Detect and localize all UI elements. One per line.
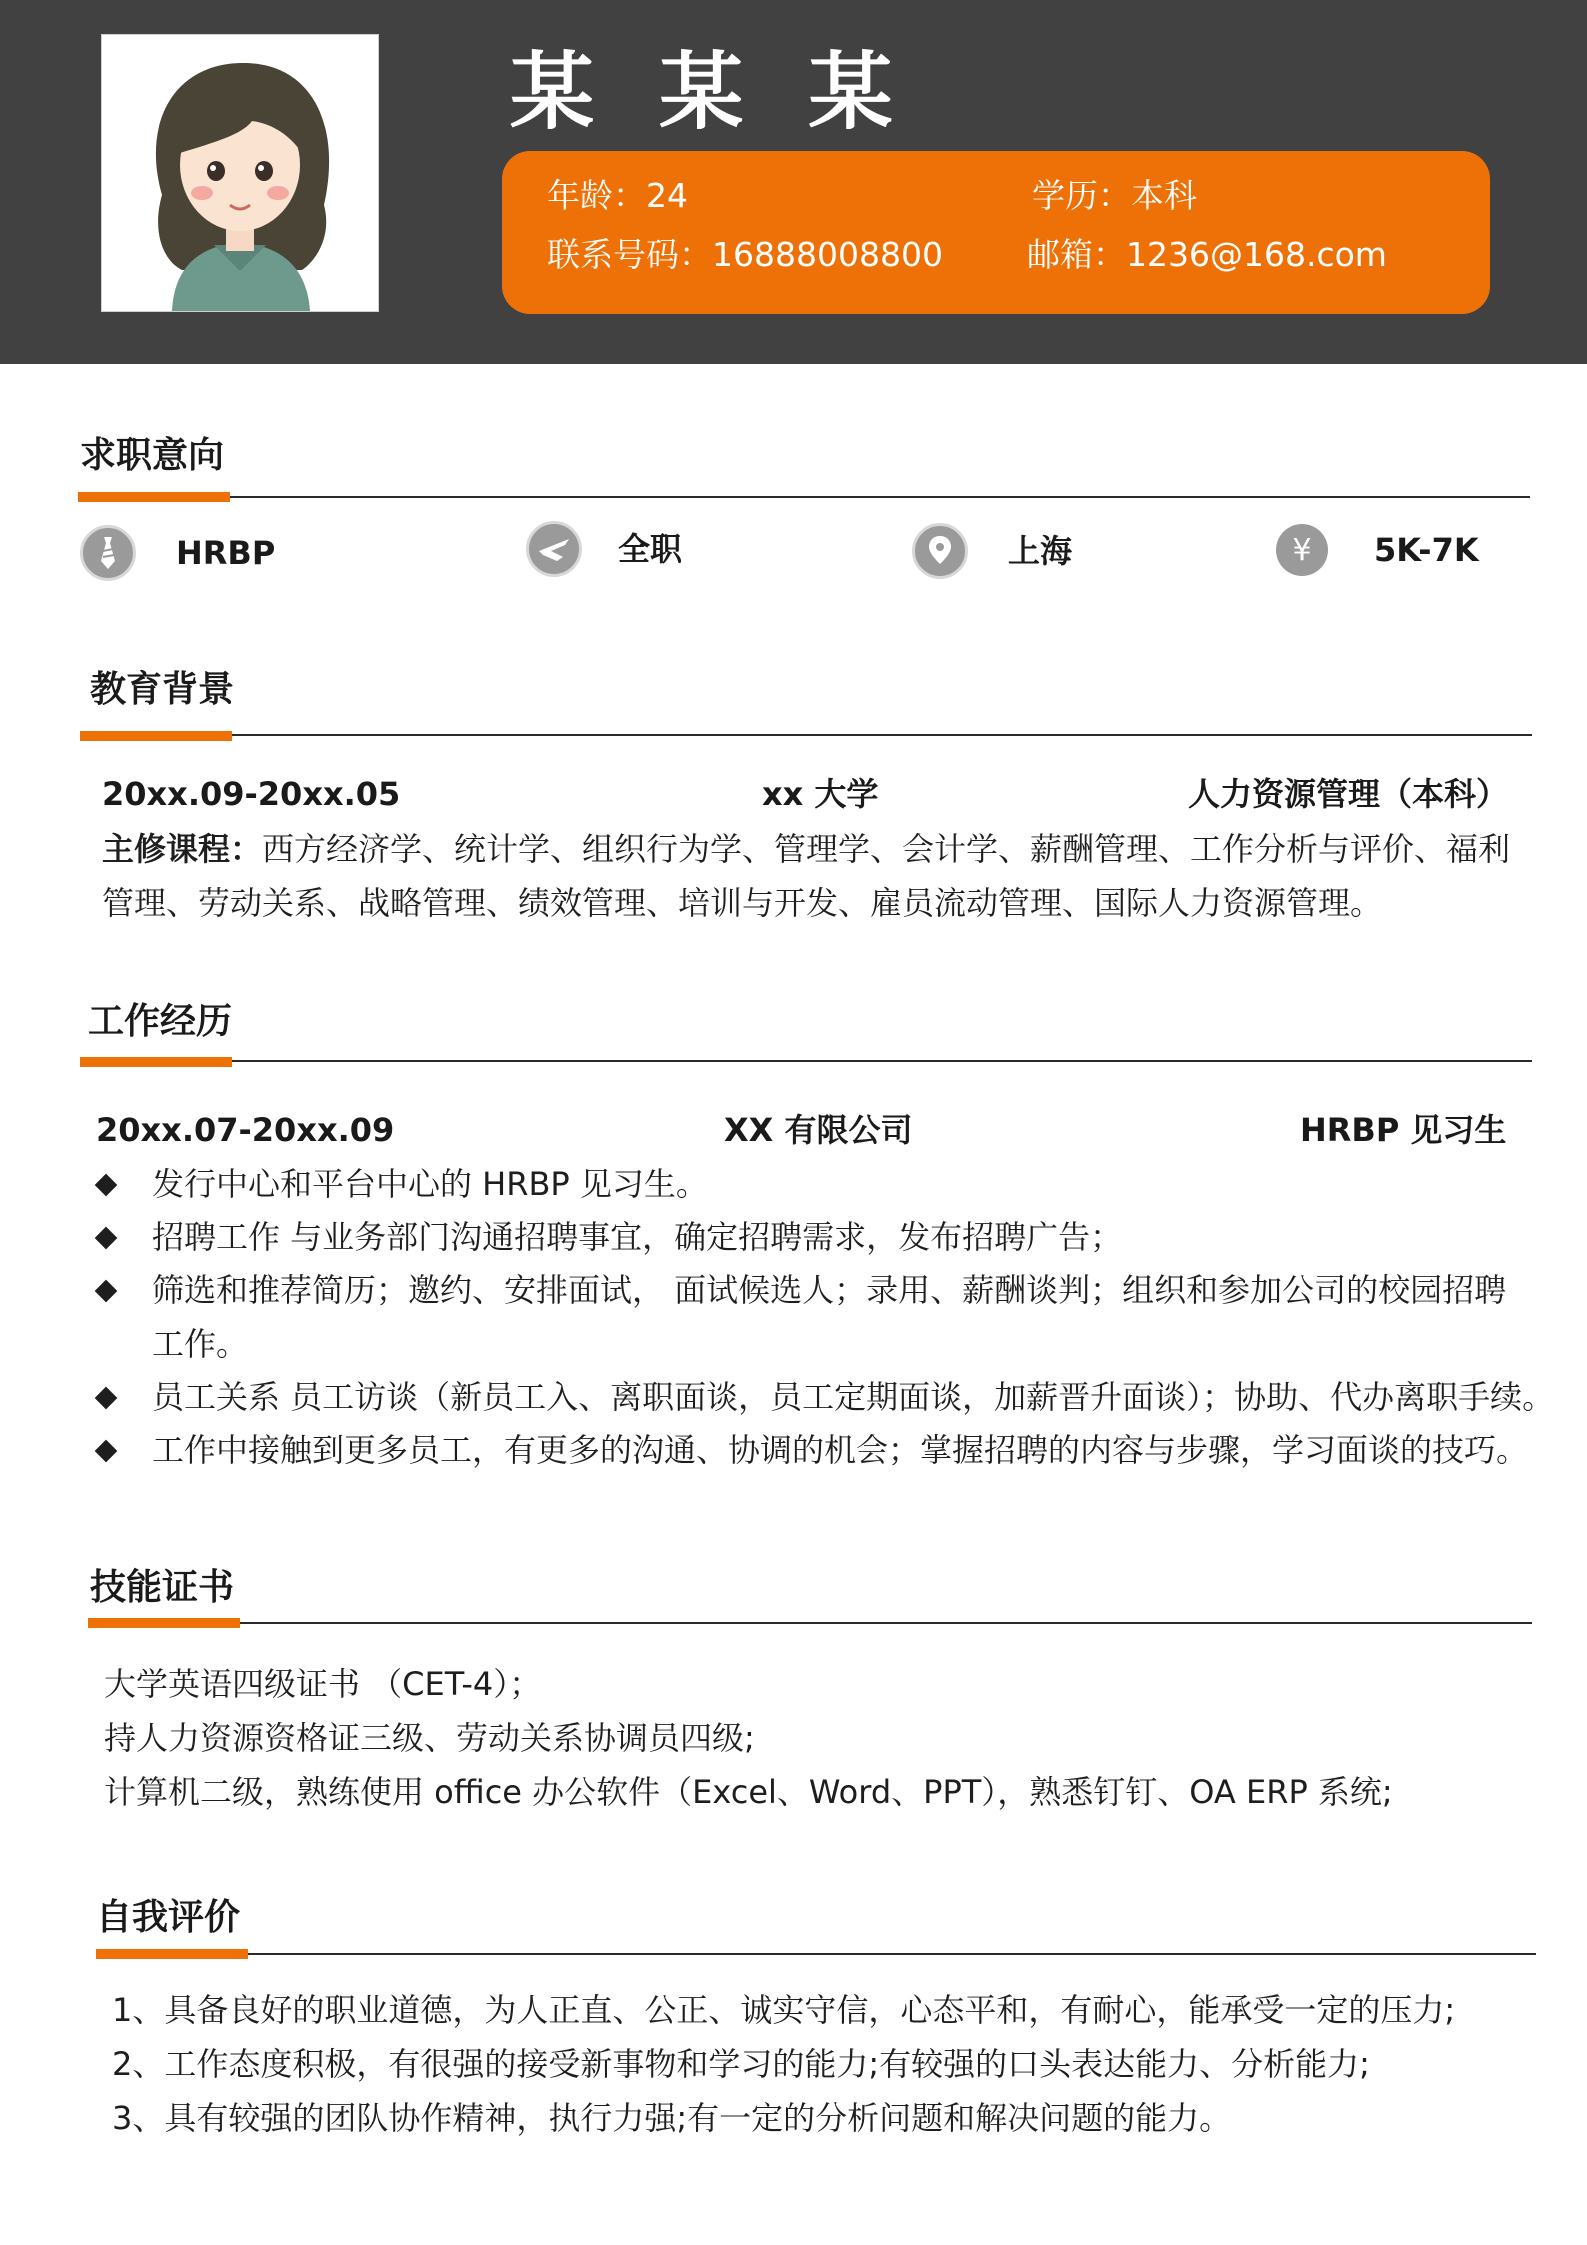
section-accent-bar xyxy=(96,1949,248,1959)
education-major: 人力资源管理（本科） xyxy=(1188,775,1509,813)
work-bullet: 工作中接触到更多员工，有更多的沟通、协调的机会；掌握招聘的内容与步骤，学习面谈的技巧。 xyxy=(98,1423,1538,1477)
intent-type xyxy=(526,521,682,577)
age-field: 年龄：24 xyxy=(547,176,688,215)
section-accent-bar xyxy=(88,1618,240,1628)
skill-line: 大学英语四级证书 （CET-4）； xyxy=(104,1665,542,1703)
courses-line-1: 西方经济学、统计学、组织行为学、管理学、会计学、薪酬管理、工作分析与评价、福利 xyxy=(262,830,1511,868)
intent-city xyxy=(912,523,1072,579)
tie-icon xyxy=(80,525,136,581)
self-eval-line: 3、具有较强的团队协作精神，执行力强;有一定的分析问题和解决问题的能力。 xyxy=(112,2099,1232,2137)
yen-icon: ¥ xyxy=(1276,524,1328,576)
education-period: 20xx.09-20xx.05 xyxy=(102,775,401,813)
intent-position xyxy=(80,525,275,581)
email-field: 邮箱：1236@168.com xyxy=(1027,235,1387,274)
work-bullet: 发行中心和平台中心的 HRBP 见习生。 xyxy=(98,1157,1538,1211)
education-school: xx 大学 xyxy=(762,775,879,813)
courses-line-2: 管理、劳动关系、战略管理、绩效管理、培训与开发、雇员流动管理、国际人力资源管理。 xyxy=(102,884,1383,922)
section-title-education: 教育背景 xyxy=(90,669,235,710)
work-period: 20xx.07-20xx.09 xyxy=(96,1111,395,1149)
avatar-illustration xyxy=(102,35,378,311)
profile-photo xyxy=(102,35,378,311)
self-eval-line: 1、具备良好的职业道德，为人正直、公正、诚实守信，心态平和，有耐心，能承受一定的压力; xyxy=(112,1991,1456,2029)
intent-label: 上海 xyxy=(1008,532,1073,570)
work-bullet: 招聘工作 与业务部门沟通招聘事宜，确定招聘需求，发布招聘广告； xyxy=(98,1210,1538,1264)
section-divider xyxy=(96,1953,1536,1955)
basic-info-box xyxy=(502,151,1490,314)
skill-line: 持人力资源资格证三级、劳动关系协调员四级; xyxy=(104,1719,755,1757)
section-accent-bar xyxy=(78,492,230,502)
education-courses xyxy=(102,822,1542,930)
candidate-name: 某 某 某 xyxy=(510,43,911,141)
education-field: 学历：本科 xyxy=(1032,176,1197,215)
section-divider xyxy=(88,1622,1532,1624)
section-title-skills: 技能证书 xyxy=(90,1567,235,1608)
courses-label: 主修课程： xyxy=(102,830,263,868)
section-divider xyxy=(80,1060,1532,1062)
section-title-self: 自我评价 xyxy=(96,1897,241,1938)
header-banner xyxy=(0,0,1587,364)
work-bullet: 筛选和推荐简历；邀约、安排面试， 面试候选人；录用、薪酬谈判；组织和参加公司的校园招聘工作。 xyxy=(98,1263,1528,1371)
plane-icon xyxy=(526,521,582,577)
self-eval-line: 2、工作态度积极，有很强的接受新事物和学习的能力;有较强的口头表达能力、分析能力; xyxy=(112,2045,1370,2083)
work-bullet: 员工关系 员工访谈（新员工入、离职面谈，员工定期面谈，加薪晋升面谈）；协助、代办离职手续。 xyxy=(98,1370,1568,1424)
skill-line: 计算机二级，熟练使用 office 办公软件（Excel、Word、PPT），熟悉钉钉、OA ERP 系统; xyxy=(104,1773,1393,1811)
intent-salary xyxy=(1276,524,1479,576)
intent-label: HRBP xyxy=(176,534,276,572)
section-divider xyxy=(80,734,1532,736)
work-position: HRBP 见习生 xyxy=(1300,1111,1507,1149)
phone-field: 联系号码：16888008800 xyxy=(547,235,943,274)
intent-label: 全职 xyxy=(618,530,683,568)
section-accent-bar xyxy=(80,1057,232,1067)
location-pin-icon xyxy=(912,523,968,579)
section-divider xyxy=(78,496,1530,498)
work-company: XX 有限公司 xyxy=(724,1111,913,1149)
section-title-work: 工作经历 xyxy=(88,1001,233,1042)
intent-label: 5K-7K xyxy=(1374,531,1479,569)
section-title-intent: 求职意向 xyxy=(80,435,225,476)
section-accent-bar xyxy=(80,731,232,741)
